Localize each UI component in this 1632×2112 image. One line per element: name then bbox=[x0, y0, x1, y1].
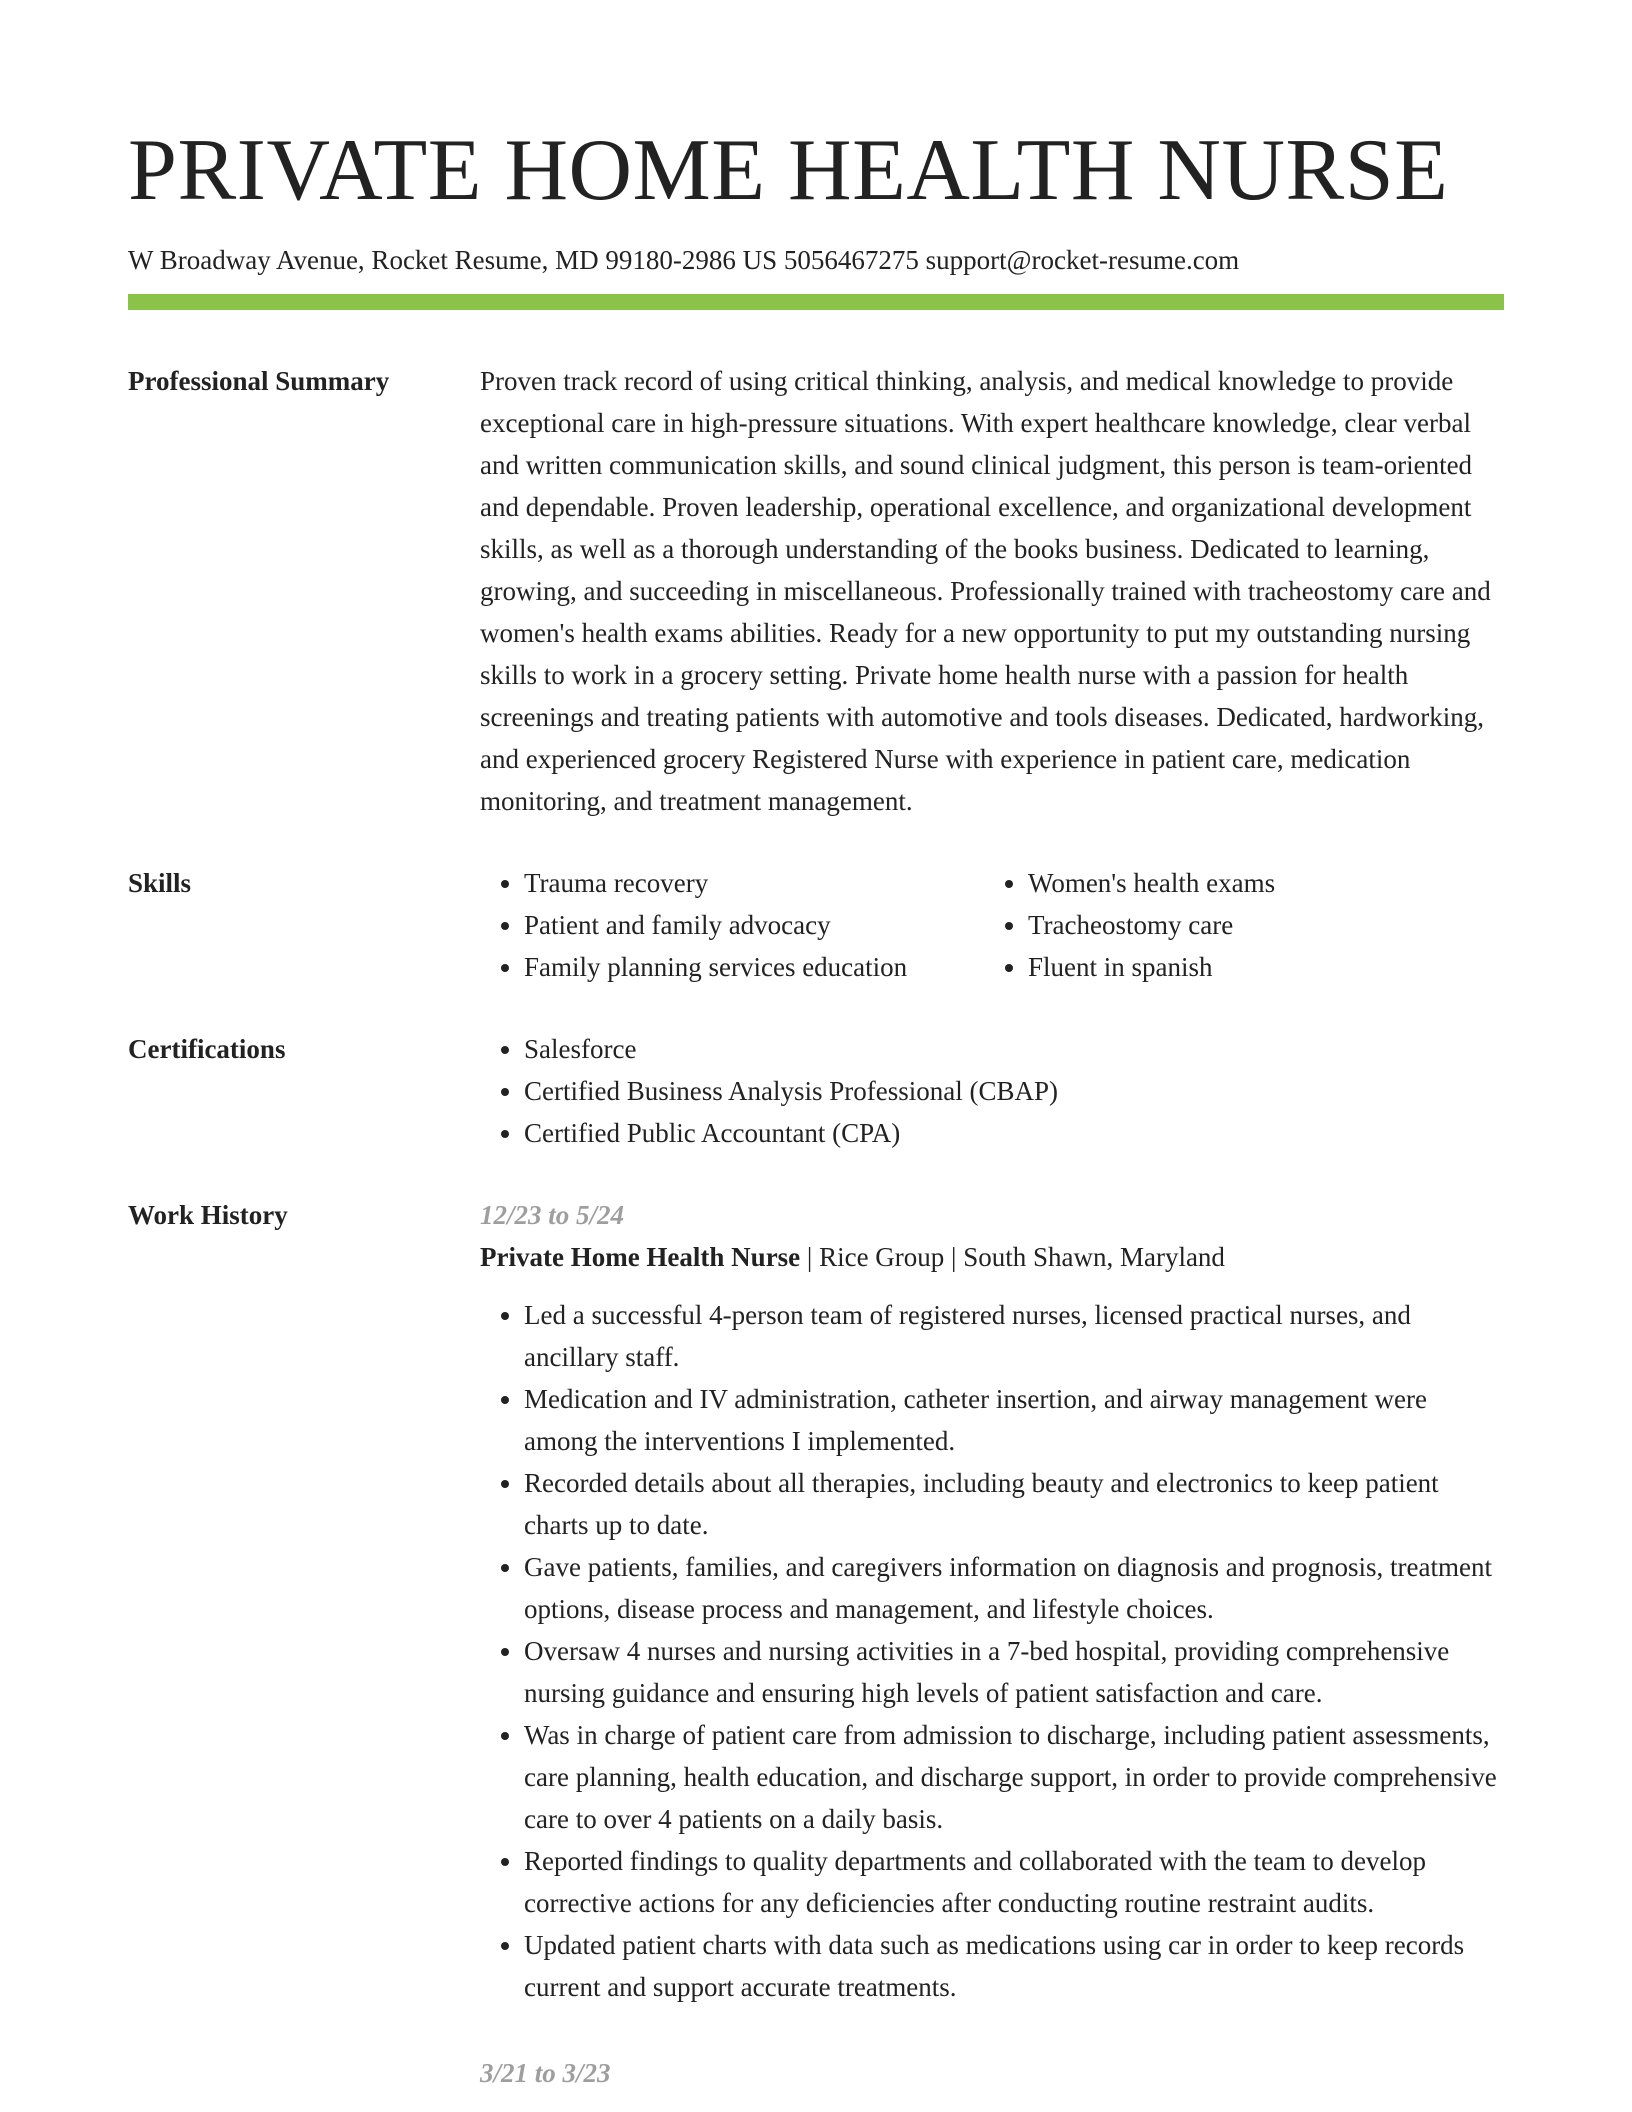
section-label-work-history: Work History bbox=[128, 1200, 288, 1230]
job-entry bbox=[480, 1194, 1504, 2008]
job-employer-location: | Rice Group | South Shawn, Maryland bbox=[800, 1242, 1225, 1272]
job-dates: 3/21 to 3/23 bbox=[480, 2058, 611, 2088]
summary-text: Proven track record of using critical thinking, analysis, and medical knowledge to provide exceptional care in high-pressure situations. With expert healthcare knowledge, clear verbal and written communication skills, and sound clinical judgment, this person is team-oriented and dependable. Proven leadership, operational excellence, and organizational development skills, as well as a thorough understanding of the books business. Dedicated to learning, growing, and succeeding in miscellaneous. Professionally trained with tracheostomy care and women's health exams abilities. Ready for a new opportunity to put my outstanding nursing skills to work in a grocery setting. Private home health nurse with a passion for health screenings and treating patients with automotive and tools diseases. Dedicated, hardworking, and experienced grocery Registered Nurse with experience in patient care, medication monitoring, and treatment management. bbox=[480, 366, 1491, 816]
resume-title: PRIVATE HOME HEALTH NURSE bbox=[128, 122, 1449, 219]
job-bullet: • Oversaw 4 nurses and nursing activities in a 7-bed hospital, providing comprehensive nursing guidance and ensuring high levels of patient satisfaction and care. bbox=[524, 1630, 1504, 1714]
section-label-skills: Skills bbox=[128, 868, 192, 898]
job-bullet: • Led a successful 4-person team of registered nurses, licensed practical nurses, and ancillary staff. bbox=[524, 1294, 1504, 1378]
skill-item: • Fluent in spanish bbox=[1028, 946, 1275, 988]
skill-item: • Tracheostomy care bbox=[1028, 904, 1275, 946]
certifications-list bbox=[480, 1028, 1504, 1154]
job-title: Private Home Health Nurse bbox=[480, 1242, 801, 1272]
section-label-certifications: Certifications bbox=[128, 1034, 286, 1064]
skills-section bbox=[128, 862, 1504, 988]
job-heading bbox=[480, 1236, 1504, 1278]
resume-page bbox=[128, 0, 1504, 2094]
job-bullet: • Recorded details about all therapies, including beauty and electronics to keep patient charts up to date. bbox=[524, 1462, 1504, 1546]
certifications-content bbox=[480, 1028, 1504, 1154]
job-dates: 12/23 to 5/24 bbox=[480, 1200, 625, 1230]
header-divider bbox=[128, 294, 1504, 310]
job-bullet: • Reported findings to quality departments and collaborated with the team to develop corrective actions for any deficiencies after conducting routine restraint audits. bbox=[524, 1840, 1504, 1924]
skill-item: • Family planning services education bbox=[524, 946, 984, 988]
certification-item: • Certified Public Accountant (CPA) bbox=[524, 1112, 1504, 1154]
work-history-section bbox=[128, 1194, 1504, 2094]
contact-line: W Broadway Avenue, Rocket Resume, MD 99180-2986 US 5056467275 support@rocket-resume.com bbox=[128, 245, 1240, 275]
job-bullets bbox=[480, 1294, 1504, 2008]
skill-item: • Patient and family advocacy bbox=[524, 904, 984, 946]
summary-section bbox=[128, 360, 1504, 822]
summary-content bbox=[480, 360, 1504, 822]
job-bullet: • Medication and IV administration, catheter insertion, and airway management were among the interventions I implemented. bbox=[524, 1378, 1504, 1462]
skill-item: • Women's health exams bbox=[1028, 862, 1275, 904]
skills-content bbox=[480, 862, 1504, 988]
skill-item: • Trauma recovery bbox=[524, 862, 984, 904]
certification-item: • Certified Business Analysis Professional (CBAP) bbox=[524, 1070, 1504, 1112]
job-entry bbox=[480, 2052, 1504, 2094]
skills-column-2 bbox=[984, 862, 1275, 988]
skills-column-1 bbox=[480, 862, 984, 988]
job-bullet: • Updated patient charts with data such as medications using car in order to keep records current and support accurate treatments. bbox=[524, 1924, 1504, 2008]
job-bullet: • Gave patients, families, and caregivers information on diagnosis and prognosis, treatment options, disease process and management, and lifestyle choices. bbox=[524, 1546, 1504, 1630]
job-bullet: • Was in charge of patient care from admission to discharge, including patient assessments, care planning, health education, and discharge support, in order to provide comprehensive care to over 4 patients on a daily basis. bbox=[524, 1714, 1504, 1840]
section-label-summary: Professional Summary bbox=[128, 366, 390, 396]
certifications-section bbox=[128, 1028, 1504, 1154]
work-history-content bbox=[480, 1194, 1504, 2094]
certification-item: • Salesforce bbox=[524, 1028, 1504, 1070]
